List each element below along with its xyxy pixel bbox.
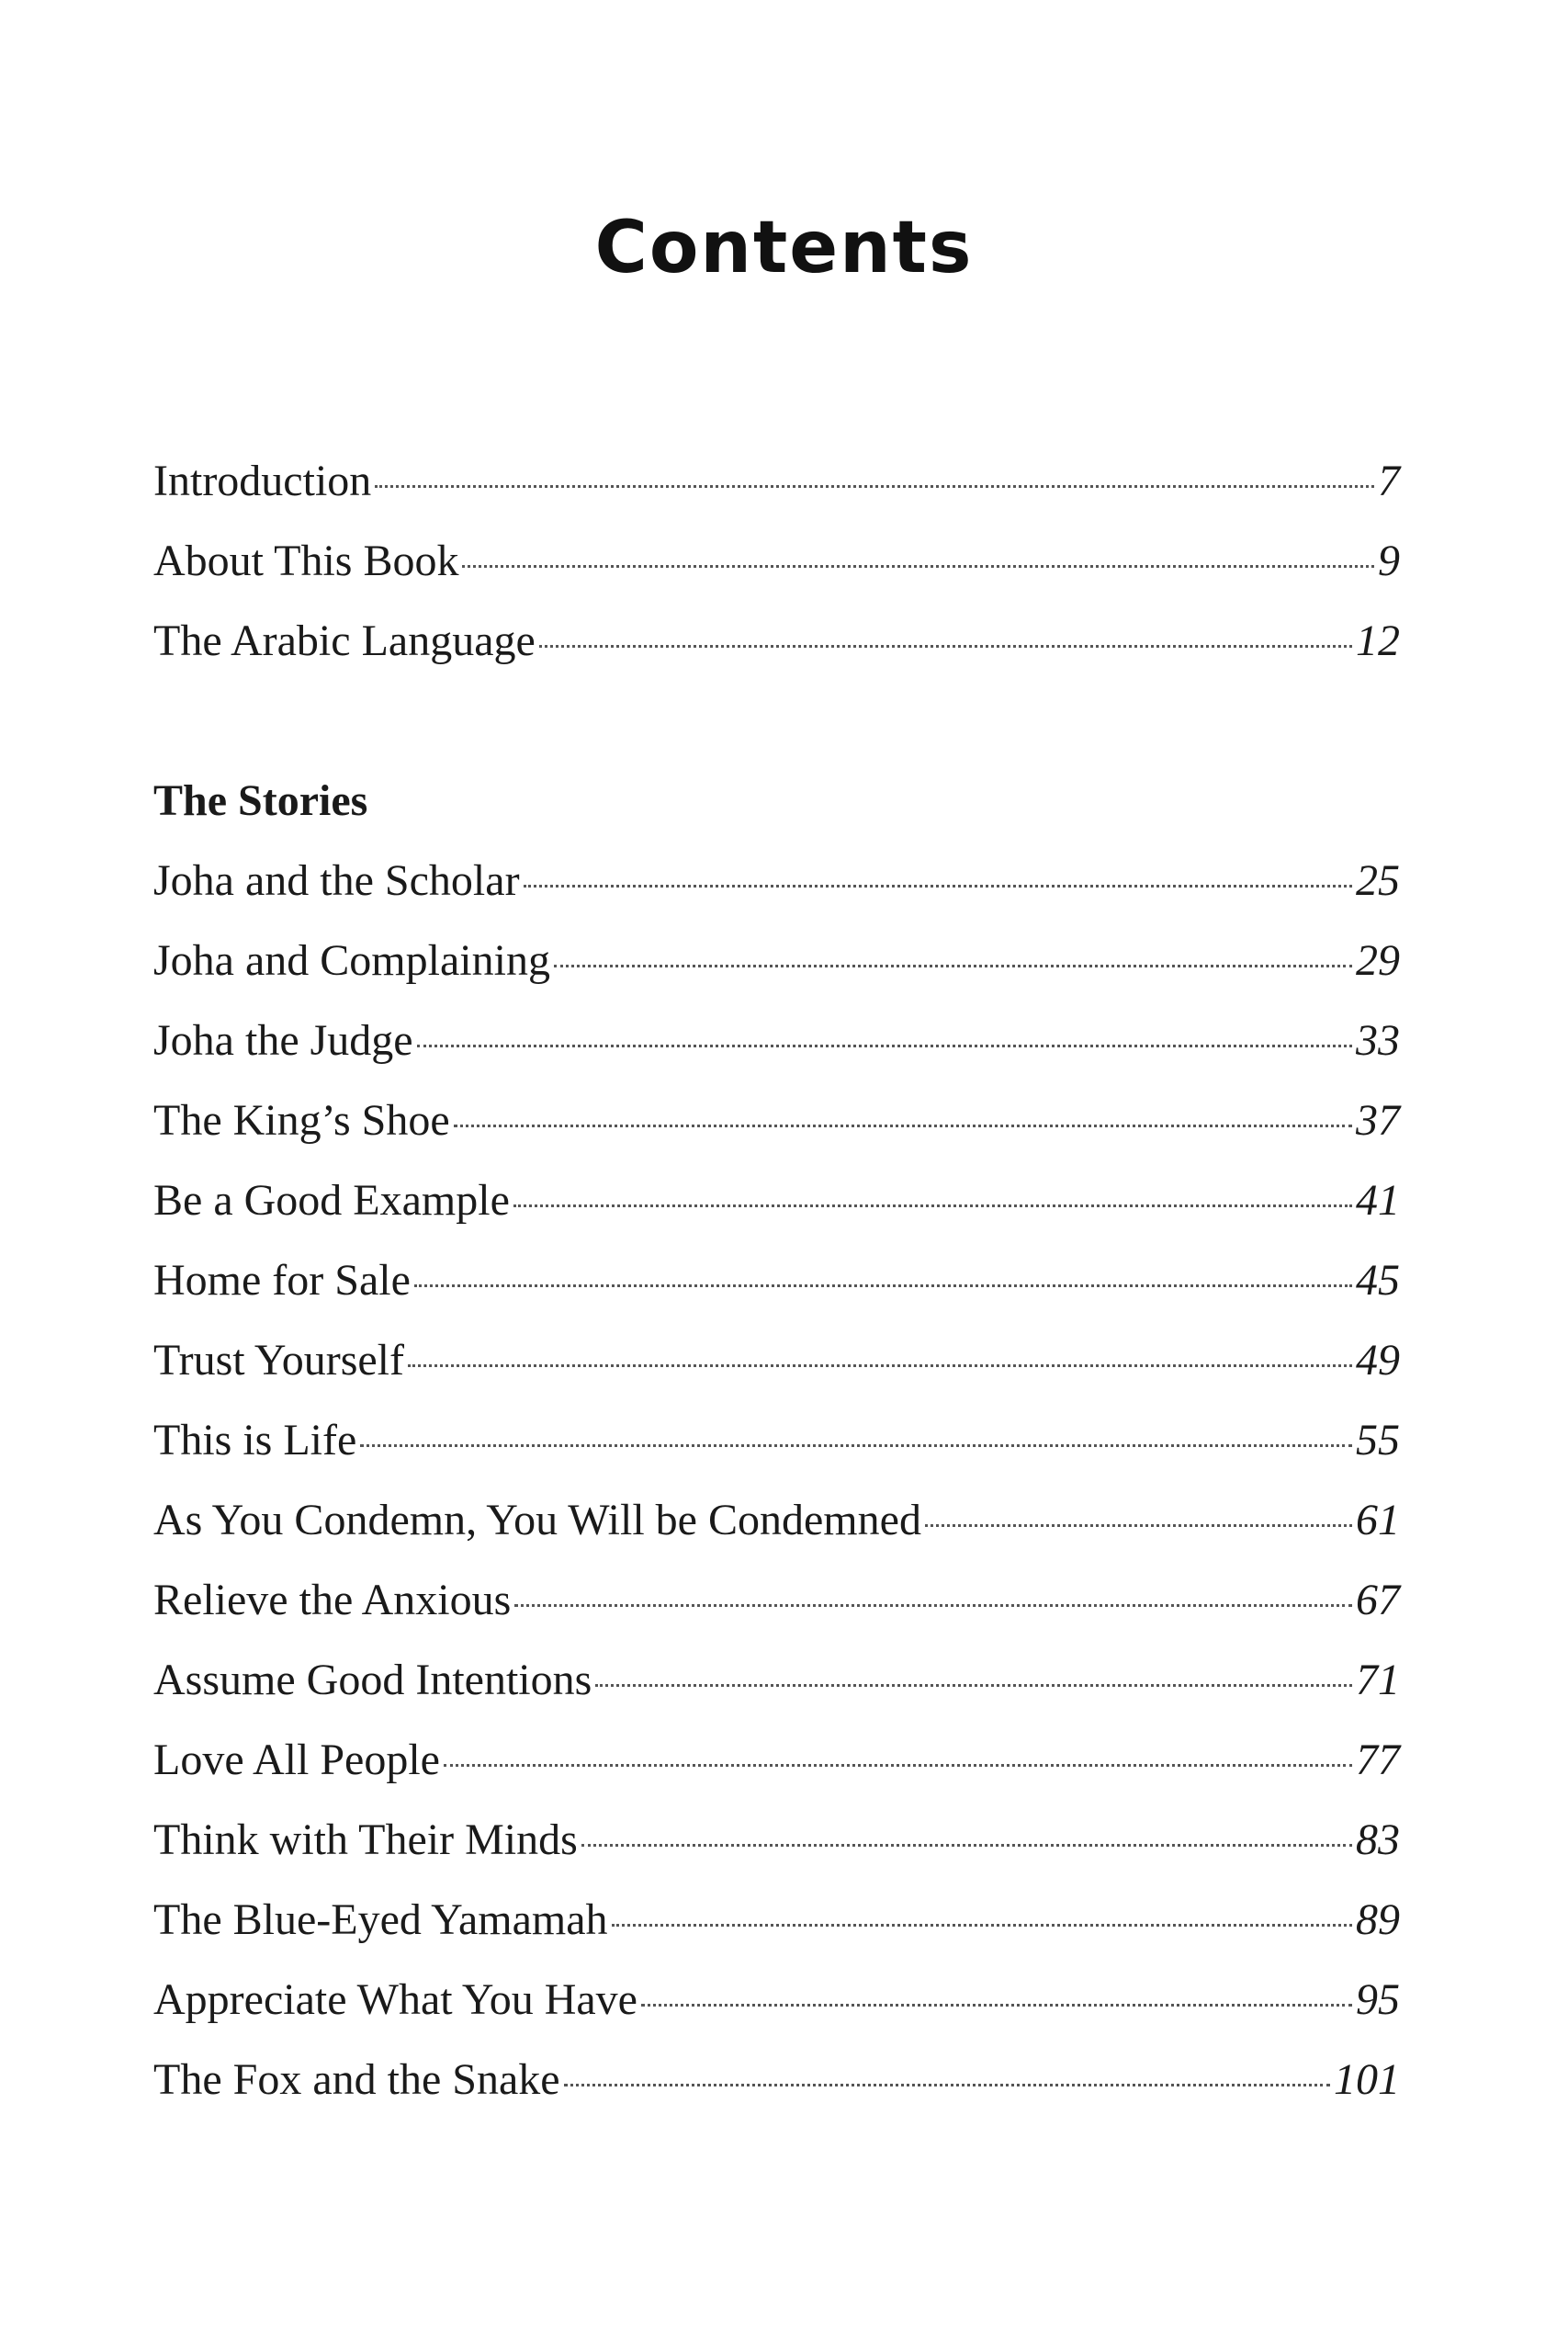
toc-entry-title: Think with Their Minds bbox=[153, 1815, 578, 1864]
toc-entry-page: 9 bbox=[1378, 537, 1400, 585]
toc-entry-page: 7 bbox=[1378, 457, 1400, 505]
toc-entry bbox=[153, 1240, 1400, 1320]
toc-entry bbox=[153, 1640, 1400, 1720]
dot-leader bbox=[564, 2084, 1330, 2086]
toc-entry-page: 67 bbox=[1356, 1576, 1400, 1624]
toc-entry-title: Be a Good Example bbox=[153, 1176, 510, 1225]
toc-entry-title: The Arabic Language bbox=[153, 616, 536, 665]
dot-leader bbox=[360, 1444, 1352, 1447]
page-title: Contents bbox=[594, 207, 974, 289]
stories-list bbox=[153, 841, 1400, 2120]
toc-entry-page: 55 bbox=[1356, 1416, 1400, 1464]
dot-leader bbox=[612, 1924, 1352, 1927]
dot-leader bbox=[513, 1204, 1352, 1207]
toc-entry-page: 41 bbox=[1356, 1176, 1400, 1225]
dot-leader bbox=[408, 1364, 1352, 1367]
toc-entry-title: Joha the Judge bbox=[153, 1016, 413, 1065]
dot-leader bbox=[444, 1764, 1352, 1767]
toc-entry-page: 29 bbox=[1356, 936, 1400, 985]
toc-entry bbox=[153, 921, 1400, 1001]
toc-entry-title: Relieve the Anxious bbox=[153, 1576, 512, 1624]
dot-leader bbox=[925, 1524, 1352, 1527]
toc-entry-title: Home for Sale bbox=[153, 1256, 411, 1305]
toc-entry-page: 25 bbox=[1356, 856, 1400, 905]
toc-entry-page: 12 bbox=[1356, 616, 1400, 665]
toc-entry-title: Love All People bbox=[153, 1736, 440, 1784]
toc-entry bbox=[153, 1160, 1400, 1240]
table-of-contents bbox=[153, 441, 1400, 2120]
toc-entry bbox=[153, 1001, 1400, 1080]
section-spacer bbox=[153, 681, 1400, 761]
toc-entry bbox=[153, 841, 1400, 921]
toc-entry-title: About This Book bbox=[153, 537, 459, 585]
dot-leader bbox=[462, 565, 1374, 568]
dot-leader bbox=[641, 2004, 1352, 2007]
toc-entry-title: This is Life bbox=[153, 1416, 357, 1464]
toc-entry-page: 61 bbox=[1356, 1496, 1400, 1544]
dot-leader bbox=[454, 1125, 1352, 1127]
toc-entry-title: Joha and the Scholar bbox=[153, 856, 520, 905]
toc-entry-title: The Blue-Eyed Yamamah bbox=[153, 1895, 608, 1944]
toc-entry bbox=[153, 601, 1400, 681]
toc-entry bbox=[153, 1880, 1400, 1960]
toc-entry-title: Trust Yourself bbox=[153, 1336, 404, 1385]
dot-leader bbox=[375, 485, 1374, 488]
toc-entry-title: Assume Good Intentions bbox=[153, 1656, 592, 1704]
toc-entry-title: As You Condemn, You Will be Condemned bbox=[153, 1496, 921, 1544]
toc-entry-page: 101 bbox=[1334, 2055, 1400, 2104]
toc-entry-page: 33 bbox=[1356, 1016, 1400, 1065]
toc-entry bbox=[153, 1080, 1400, 1160]
toc-entry-page: 49 bbox=[1356, 1336, 1400, 1385]
dot-leader bbox=[539, 645, 1352, 648]
toc-entry bbox=[153, 441, 1400, 521]
toc-entry-title: Appreciate What You Have bbox=[153, 1975, 637, 2024]
front-matter-list bbox=[153, 441, 1400, 681]
toc-entry bbox=[153, 521, 1400, 601]
toc-entry-title: The Fox and the Snake bbox=[153, 2055, 560, 2104]
toc-entry-title: Joha and Complaining bbox=[153, 936, 550, 985]
toc-entry-page: 95 bbox=[1356, 1975, 1400, 2024]
toc-entry-title: Introduction bbox=[153, 457, 372, 505]
toc-entry-page: 83 bbox=[1356, 1815, 1400, 1864]
toc-entry-page: 45 bbox=[1356, 1256, 1400, 1305]
toc-entry-page: 71 bbox=[1356, 1656, 1400, 1704]
toc-entry bbox=[153, 1400, 1400, 1480]
toc-entry-page: 89 bbox=[1356, 1895, 1400, 1944]
toc-entry bbox=[153, 1720, 1400, 1800]
dot-leader bbox=[417, 1045, 1352, 1047]
dot-leader bbox=[581, 1844, 1352, 1847]
toc-entry bbox=[153, 1960, 1400, 2040]
toc-entry bbox=[153, 1800, 1400, 1880]
dot-leader bbox=[554, 965, 1352, 967]
toc-entry bbox=[153, 2040, 1400, 2120]
toc-entry bbox=[153, 1560, 1400, 1640]
toc-entry-title: The King’s Shoe bbox=[153, 1096, 450, 1145]
dot-leader bbox=[595, 1684, 1352, 1687]
toc-entry bbox=[153, 1480, 1400, 1560]
toc-entry-page: 37 bbox=[1356, 1096, 1400, 1145]
toc-entry-page: 77 bbox=[1356, 1736, 1400, 1784]
dot-leader bbox=[514, 1604, 1352, 1607]
dot-leader bbox=[414, 1284, 1352, 1287]
toc-entry bbox=[153, 1320, 1400, 1400]
dot-leader bbox=[524, 885, 1352, 888]
section-heading: The Stories bbox=[153, 776, 368, 825]
